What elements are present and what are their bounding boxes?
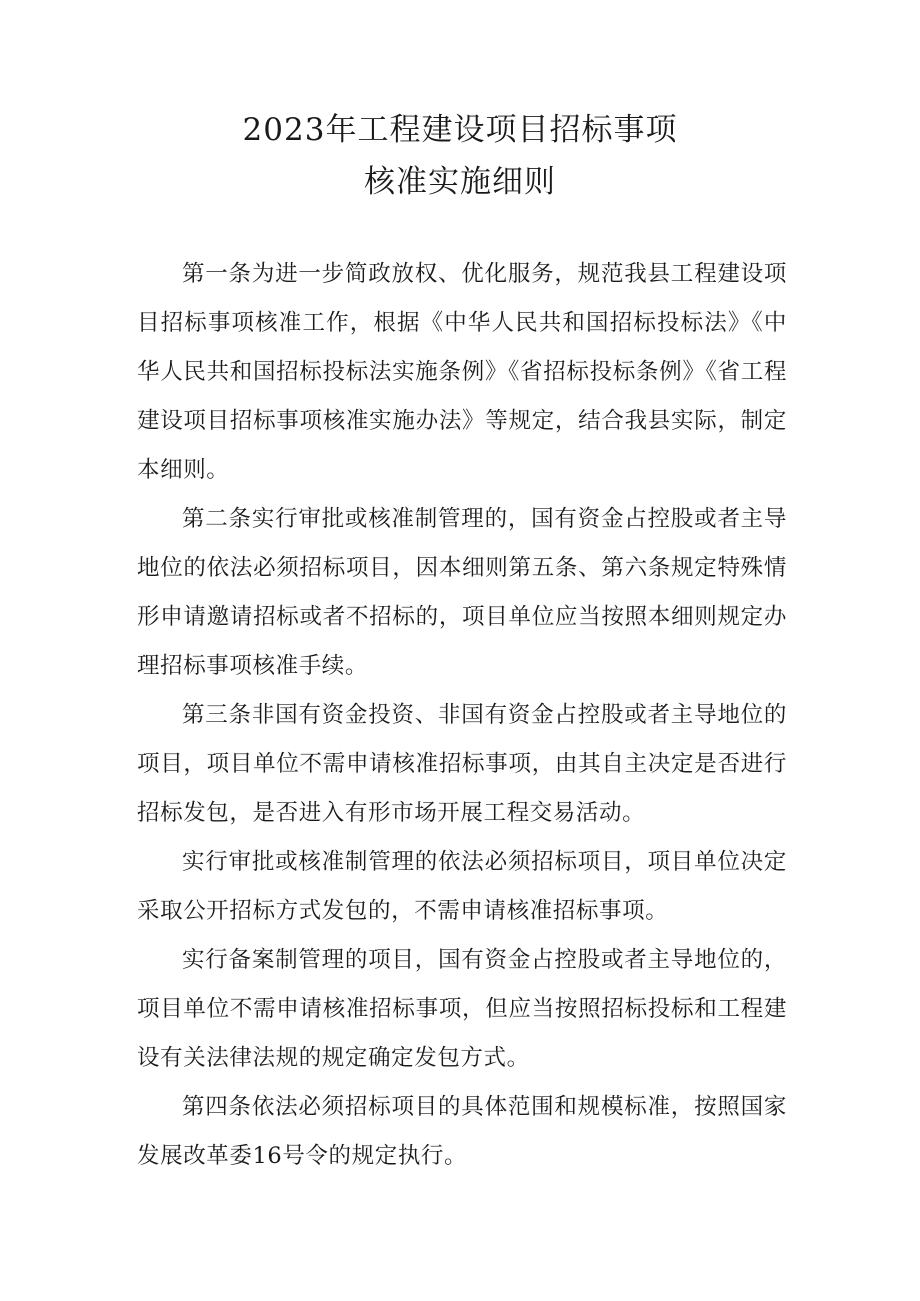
paragraph-article-3-clause-3: 实行备案制管理的项目，国有资金占控股或者主导地位的，项目单位不需申请核准招标事项，但应当按照招标投标和工程建设有关法律法规的规定确定发包方式。 (137, 947, 787, 1071)
document-title (0, 104, 920, 208)
title-line-2: 核准实施细则 (364, 164, 556, 200)
paragraph-article-4: 第四条依法必须招标项目的具体范围和规模标准，按照国家发展改革委16号令的规定执行。 (137, 1094, 787, 1169)
paragraph-article-3: 第三条非国有资金投资、非国有资金占控股或者主导地位的项目，项目单位不需申请核准招标事项，由其自主决定是否进行招标发包，是否进入有形市场开展工程交易活动。 (137, 702, 787, 826)
document-body (137, 250, 787, 1181)
paragraph-article-1: 第一条为进一步简政放权、优化服务，规范我县工程建设项目招标事项核准工作，根据《中华人民共和国招标投标法》《中华人民共和国招标投标法实施条例》《省招标投标条例》《省工程建设项目招标事项核准实施办法》等规定，结合我县实际，制定本细则。 (137, 261, 787, 483)
paragraph-article-3-clause-2: 实行审批或核准制管理的依法必须招标项目，项目单位决定采取公开招标方式发包的，不需申请核准招标事项。 (137, 849, 787, 924)
title-line-1: 2023年工程建设项目招标事项 (242, 112, 678, 148)
paragraph-article-2: 第二条实行审批或核准制管理的，国有资金占控股或者主导地位的依法必须招标项目，因本细则第五条、第六条规定特殊情形申请邀请招标或者不招标的，项目单位应当按照本细则规定办理招标事项核准手续。 (137, 506, 787, 679)
